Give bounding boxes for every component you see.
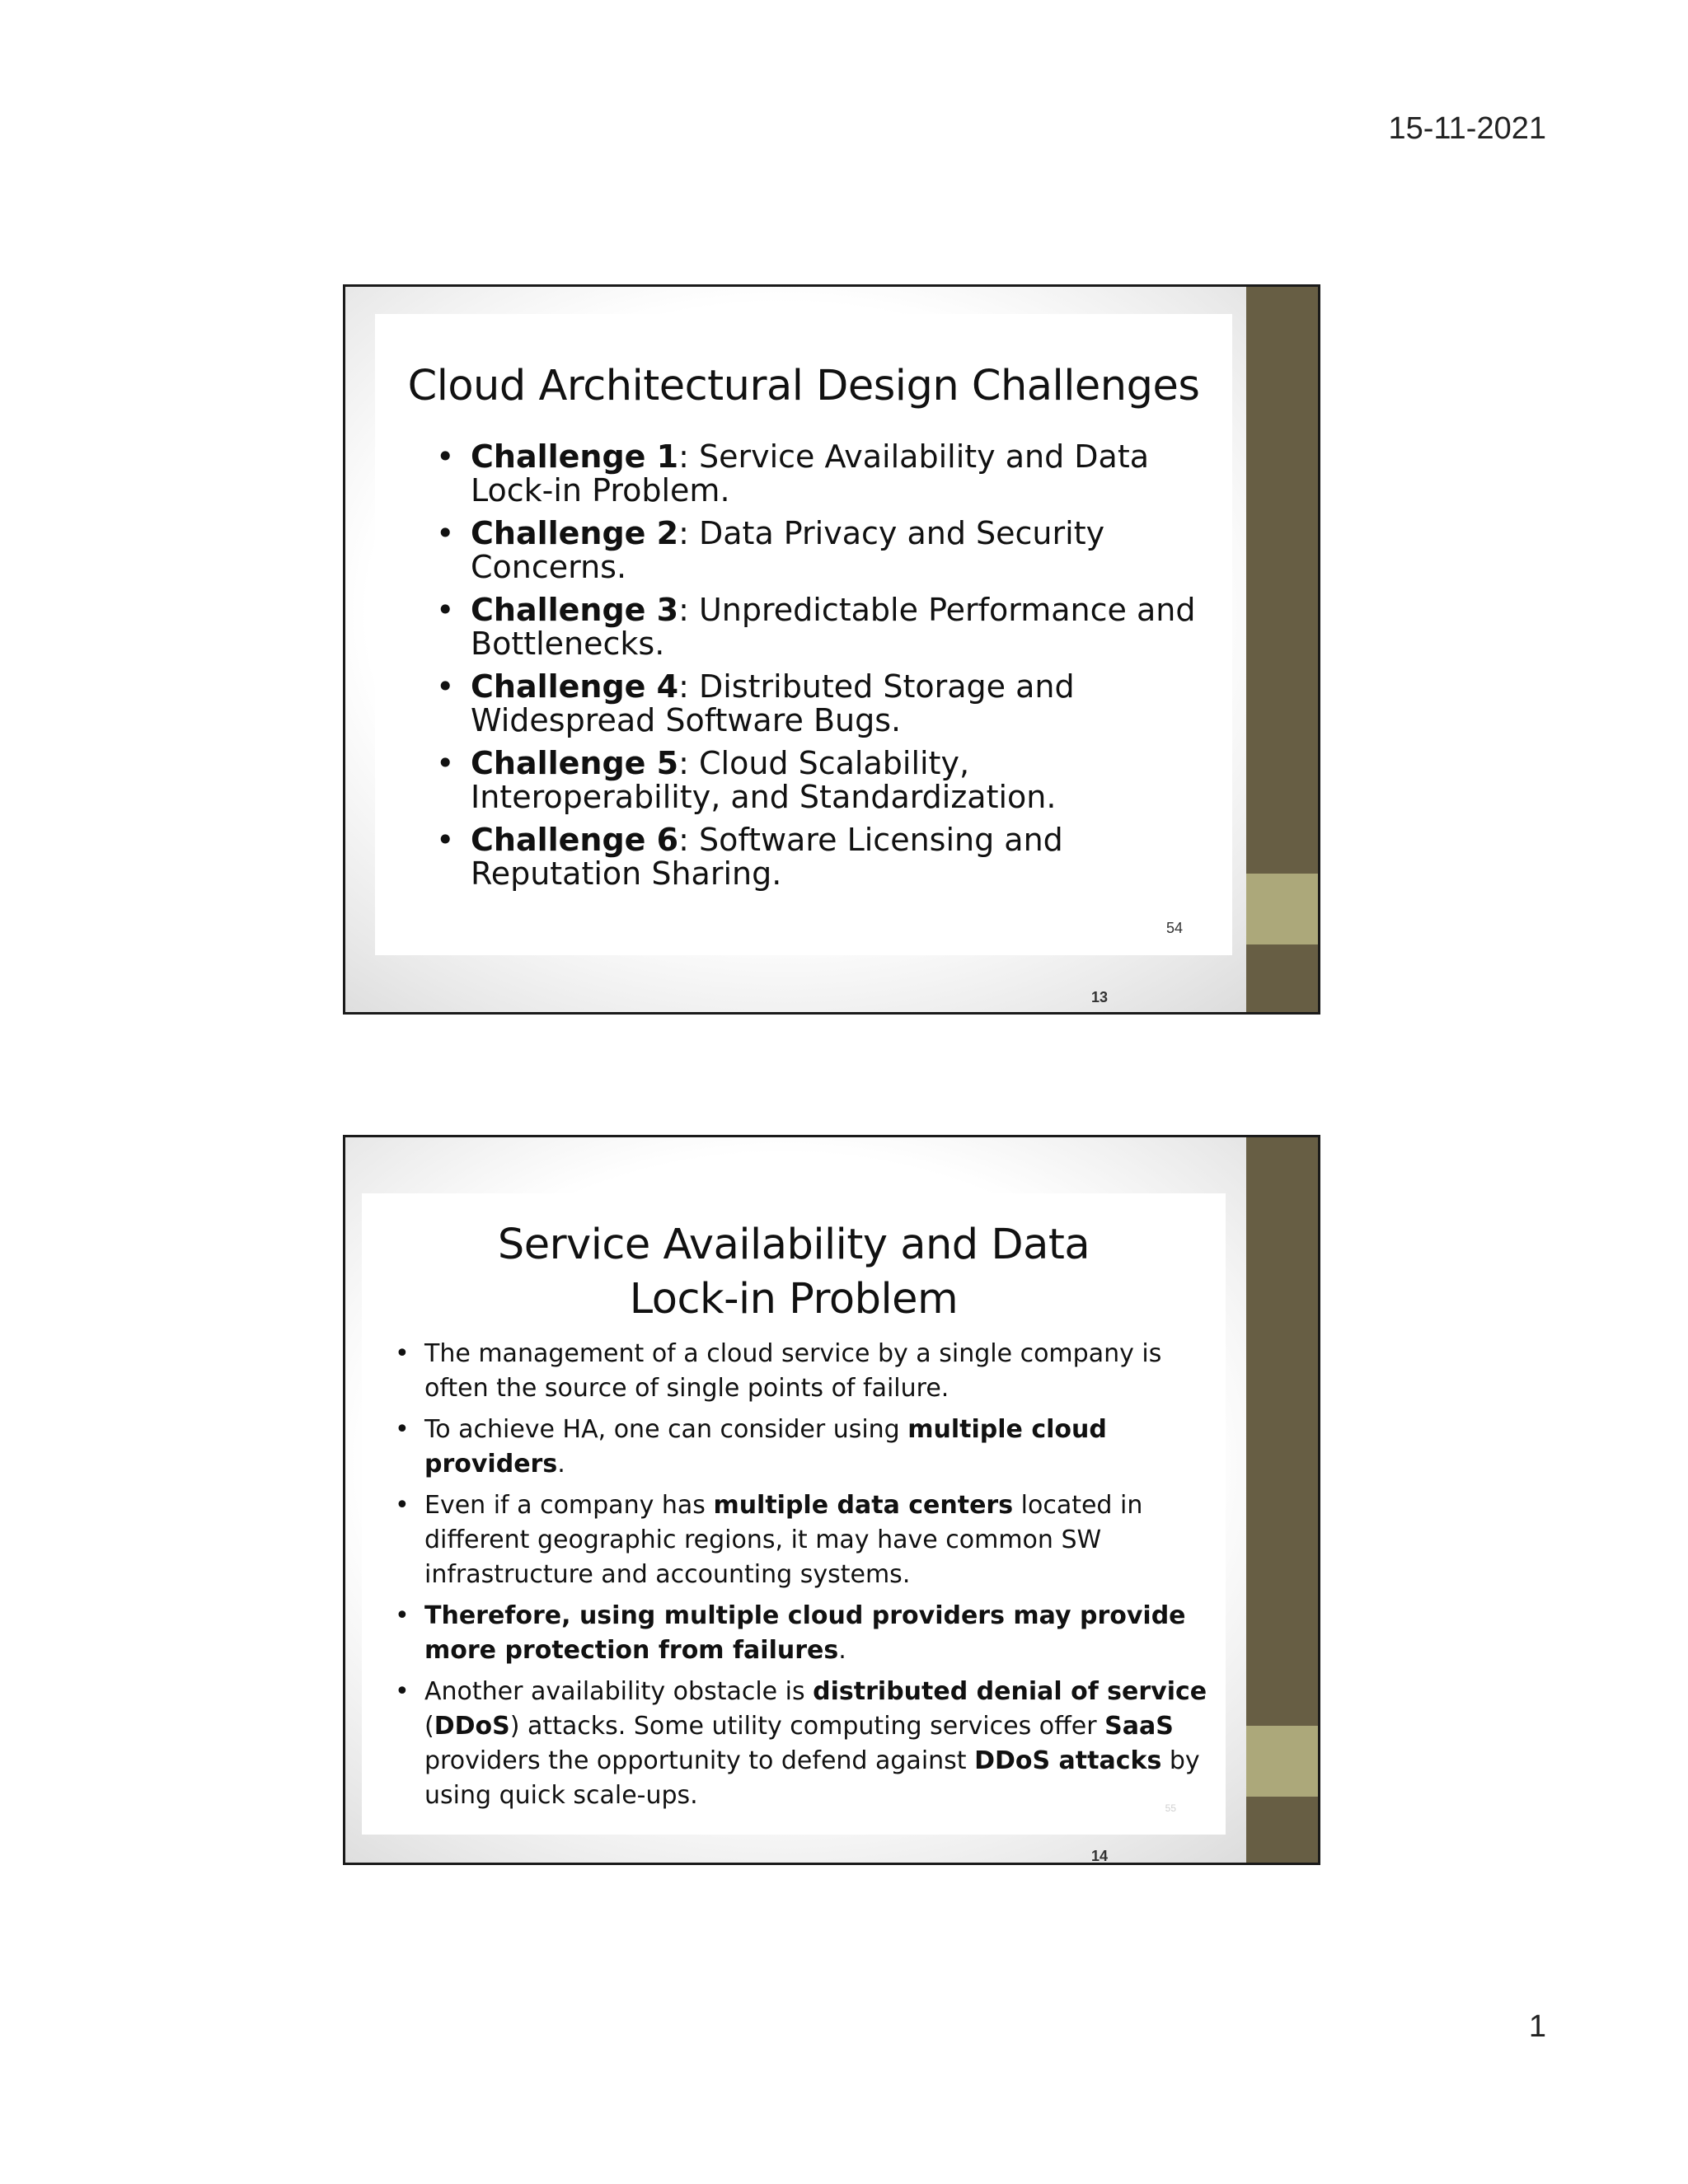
page-number: 1 — [1528, 2009, 1546, 2044]
bullet-text: located in different geographic regions, it may have common SW infrastructure and accounting systems. — [424, 1491, 1143, 1589]
challenge-label: Challenge 5 — [471, 745, 679, 781]
slide-inner-number: 55 — [1165, 1802, 1176, 1814]
slide-thumbnail-2 — [343, 1135, 1320, 1865]
list-item — [471, 440, 1199, 508]
challenge-text: : Unpredictable Performance and Bottlenecks. — [471, 592, 1196, 662]
challenge-label: Challenge 3 — [471, 592, 679, 628]
bullet-text: by using quick scale-ups. — [424, 1746, 1200, 1810]
slide-outer-number: 13 — [1091, 989, 1109, 1005]
bullet-emphasis: SaaS — [1104, 1712, 1174, 1741]
list-item — [424, 1599, 1209, 1668]
slide-thumbnail-1 — [343, 284, 1320, 1015]
slide-title: Cloud Architectural Design Challenges — [407, 362, 1200, 410]
bullet-emphasis: multiple cloud providers — [424, 1415, 1107, 1479]
bullet-text: . — [557, 1450, 565, 1479]
bullet-emphasis: Therefore, using multiple cloud providers may provide more protection from failures — [424, 1601, 1186, 1665]
list-item — [471, 517, 1199, 584]
list-item — [424, 1337, 1209, 1406]
bullet-text: Even if a company has — [424, 1491, 714, 1520]
challenge-text: : Service Availability and Data Lock-in Problem. — [471, 438, 1150, 509]
challenge-text: : Software Licensing and Reputation Sharing. — [471, 822, 1063, 892]
list-item — [471, 747, 1199, 814]
challenge-label: Challenge 1 — [471, 438, 679, 475]
bullet-text: ) attacks. Some utility computing services offer — [509, 1712, 1105, 1741]
page-date: 15-11-2021 — [1388, 111, 1546, 146]
challenge-text: : Cloud Scalability, Interoperability, and Standardization. — [471, 745, 1057, 815]
bullet-text: To achieve HA, one can consider using — [424, 1415, 908, 1444]
list-item — [424, 1413, 1209, 1482]
challenge-label: Challenge 2 — [471, 515, 679, 551]
slide-content-panel — [375, 314, 1232, 955]
slide-inner-number: 54 — [1165, 920, 1183, 936]
slide-outer-number: 14 — [1091, 1848, 1109, 1864]
list-item — [424, 1675, 1209, 1813]
list-item — [424, 1488, 1209, 1592]
list-item — [471, 823, 1199, 891]
bullet-list — [424, 1337, 1209, 1813]
bullet-emphasis: DDoS attacks — [974, 1746, 1162, 1775]
list-item — [471, 593, 1199, 661]
bullet-text: ( — [424, 1712, 434, 1741]
slide-content-panel — [362, 1193, 1226, 1835]
challenge-label: Challenge 4 — [471, 668, 679, 705]
list-item — [471, 670, 1199, 738]
challenge-label: Challenge 6 — [471, 822, 679, 858]
challenge-text: : Distributed Storage and Widespread Software Bugs. — [471, 668, 1075, 738]
slide-side-accent — [1246, 874, 1318, 944]
challenge-text: : Data Privacy and Security Concerns. — [471, 515, 1105, 585]
slide-side-accent — [1246, 1726, 1318, 1797]
challenge-list — [471, 440, 1199, 891]
slide-title: Service Availability and Data Lock-in Problem — [497, 1221, 1090, 1324]
bullet-emphasis: DDoS — [434, 1712, 510, 1741]
bullet-emphasis: distributed denial of service — [813, 1677, 1207, 1706]
bullet-text: The management of a cloud service by a single company is often the source of single points of failure. — [424, 1339, 1162, 1403]
bullet-text: Another availability obstacle is — [424, 1677, 814, 1706]
bullet-emphasis: multiple data centers — [713, 1491, 1014, 1520]
bullet-text: . — [838, 1636, 846, 1665]
bullet-text: providers the opportunity to defend against — [424, 1746, 975, 1775]
